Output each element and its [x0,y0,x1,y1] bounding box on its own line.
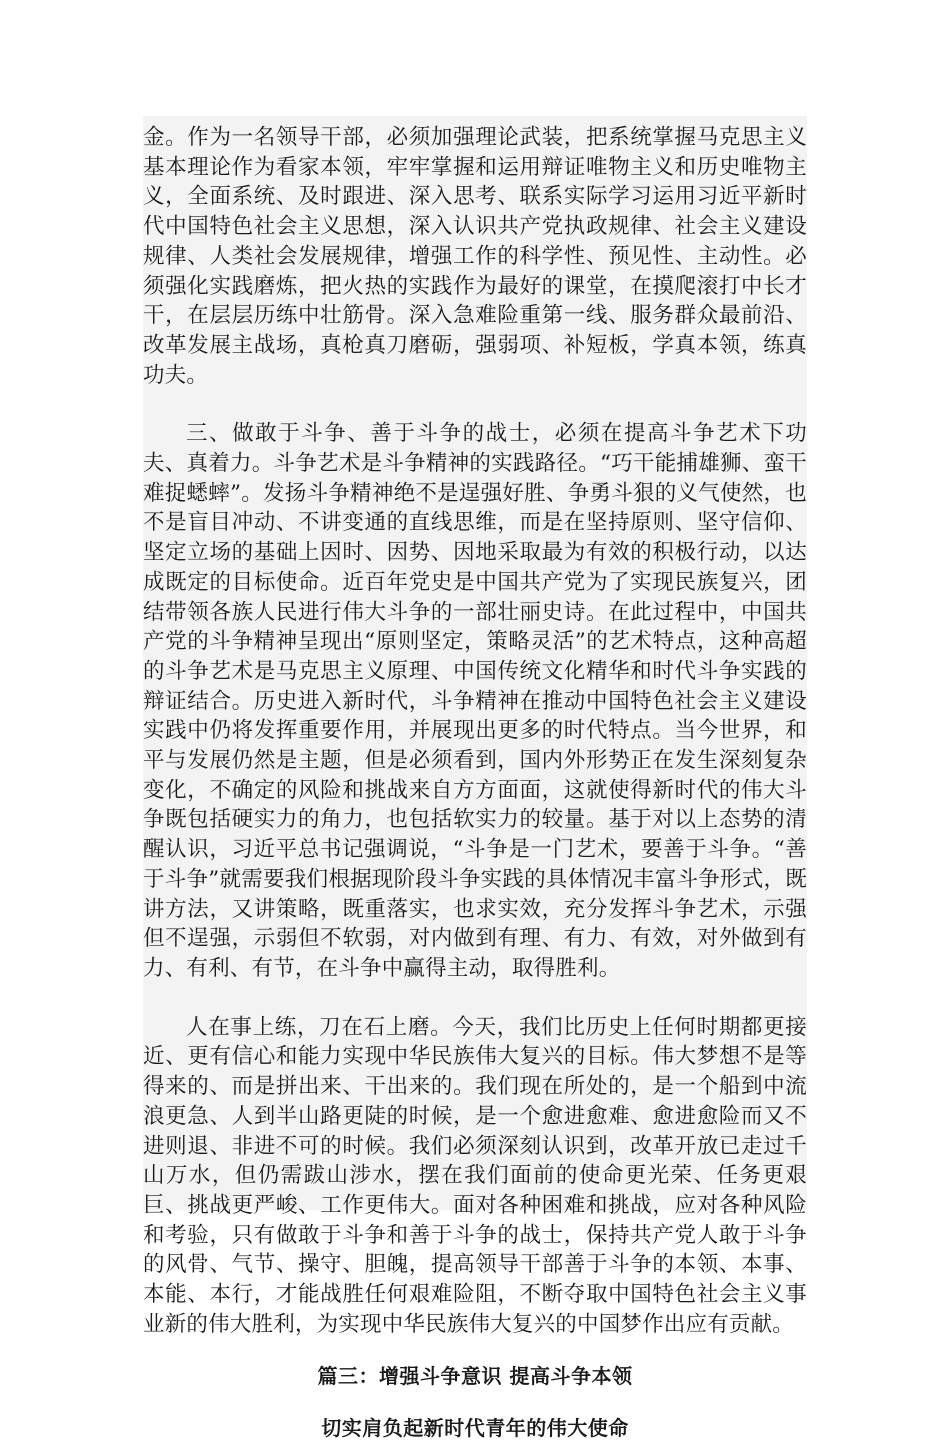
paragraph-continuation: 金。作为一名领导干部，必须加强理论武装，把系统掌握马克思主义基本理论作为看家本领，牢牢掌握和运用辩证唯物主义和历史唯物主义，全面系统、及时跟进、深入思考、联系实际学习运用习近平新时代中国特色社会主义思想，深入认识共产党执政规律、社会主义建设规律、人类社会发展规律，增强工作的科学性、预见性、主动性。必须强化实践磨炼，把火热的实践作为最好的课堂，在摸爬滚打中长才干，在层层历练中壮筋骨。深入急难险重第一线、服务群众最前沿、改革发展主战场，真枪真刀磨砺，强弱项、补短板，学真本领，练真功夫。 [143,125,807,388]
section-subtitle: 切实肩负起新时代青年的伟大使命 [321,1416,629,1441]
paragraph-gap [143,984,807,1013]
paragraph-gap [143,390,807,419]
document-body [143,116,807,1441]
paragraph-conclusion: 人在事上练，刀在石上磨。今天，我们比历史上任何时期都更接近、更有信心和能力实现中华民族伟大复兴的目标。伟大梦想不是等得来的、而是拼出来、干出来的。我们现在所处的，是一个船到中流浪更急、人到半山路更陡的时候，是一个愈进愈难、愈进愈险而又不进则退、非进不可的时候。我们必须深刻认识到，改革开放已走过千山万水，但仍需跋山涉水，摆在我们面前的使命更光荣、任务更艰巨、挑战更严峻、工作更伟大。面对各种困难和挑战，应对各种风险和考验，只有做敢于斗争和善于斗争的战士，保持共产党人敢于斗争的风骨、气节、操守、胆魄，提高领导干部善于斗争的本领、本事、本能、本行，才能战胜任何艰难险阻，不断夺取中国特色社会主义事业新的伟大胜利，为实现中华民族伟大复兴的中国梦作出应有贡献。 [143,1014,807,1337]
paragraph-struggle-art: 三、做敢于斗争、善于斗争的战士，必须在提高斗争艺术下功夫、真着力。斗争艺术是斗争精神的实践路径。“巧干能捕雄狮、蛮干难捉蟋蟀”。发扬斗争精神绝不是逞强好胜、争勇斗狠的义气使然，也不是盲目冲动、不讲变通的直线思维，而是在坚持原则、坚守信仰、坚定立场的基础上因时、因势、因地采取最为有效的积极行动，以达成既定的目标使命。近百年党史是中国共产党为了实现民族复兴，团结带领各族人民进行伟大斗争的一部壮丽史诗。在此过程中，中国共产党的斗争精神呈现出“原则坚定，策略灵活”的艺术特点，这种高超的斗争艺术是马克思主义原理、中国传统文化精华和时代斗争实践的辩证结合。历史进入新时代，斗争精神在推动中国特色社会主义建设实践中仍将发挥重要作用，并展现出更多的时代特点。当今世界，和平与发展仍然是主题，但是必须看到，国内外形势正在发生深刻复杂变化，不确定的风险和挑战来自方方面面，这就使得新时代的伟大斗争既包括硬实力的角力，也包括软实力的较量。基于对以上态势的清醒认识，习近平总书记强调说，“斗争是一门艺术，要善于斗争。“善于斗争”就需要我们根据现阶段斗争实践的具体情况丰富斗争形式，既讲方法，又讲策略，既重落实，也求实效，充分发挥斗争艺术，示强但不逞强，示弱但不软弱，对内做到有理、有力、有效，对外做到有力、有利、有节，在斗争中赢得主动，取得胜利。 [143,421,807,981]
section-title: 篇三：增强斗争意识 提高斗争本领 [317,1364,633,1389]
